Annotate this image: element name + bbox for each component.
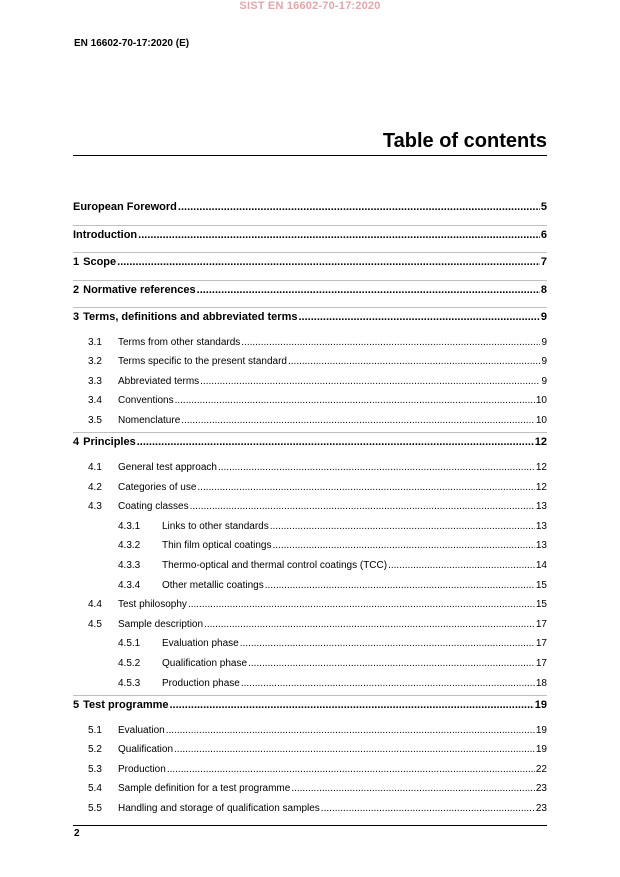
toc-dot-leader [174,742,535,757]
toc-entry-page: 5 [540,201,547,213]
toc-entry-page: 19 [535,724,547,736]
toc-entry-page: 9 [541,336,547,348]
toc-dot-leader [181,413,535,428]
toc-entry-page: 19 [535,744,547,756]
toc-entry-label: Thin film optical coatings [162,540,272,552]
toc-entry-label: Evaluation phase [162,638,239,650]
toc-entry-level-1[interactable] [73,695,547,723]
toc-dot-leader [200,374,540,389]
toc-entry-number: 3.4 [88,395,102,407]
toc-entry-number: 5.4 [88,783,102,795]
toc-entry-level-1[interactable] [73,252,547,280]
page-title: Table of contents [382,130,547,152]
toc-dot-leader [167,762,535,777]
toc-entry-label: Production [118,763,166,775]
toc-entry-page: 10 [535,395,547,407]
toc-entry-number: 4.3.4 [118,579,141,591]
toc-entry-label: Categories of use [118,481,197,493]
toc-dot-leader [188,597,535,612]
toc-entry-number: 4.1 [88,461,102,473]
toc-entry-number: 4.5.1 [118,638,141,650]
toc-entry-page: 14 [535,559,547,571]
toc-entry-number: 2 [73,283,80,296]
toc-entry-number: 4.3 [88,501,102,513]
toc-dot-leader [388,558,535,573]
toc-dot-leader [321,801,535,816]
toc-entry-number: 5.3 [88,763,102,775]
watermark: SIST EN 16602-70-17:2020 [239,0,381,12]
toc-dot-leader [166,723,535,738]
toc-entry-level-2[interactable] [73,335,547,355]
toc-entry-number: 3.1 [88,336,102,348]
toc-entry-level-2[interactable] [73,762,547,782]
toc-dot-leader [170,696,534,714]
toc-entry-level-3[interactable] [73,519,547,539]
toc-entry-number: 4.2 [88,481,102,493]
toc-entry-label: Principles [83,436,136,449]
toc-entry-number: 4.4 [88,599,102,611]
toc-entry-level-1[interactable] [73,280,547,308]
toc-entry-page: 9 [541,356,547,368]
toc-entry-label: Abbreviated terms [118,375,200,387]
toc-entry-level-2[interactable] [73,480,547,500]
toc-entry-number: 4.3.3 [118,559,141,571]
page-number: 2 [74,828,80,839]
toc-dot-leader [137,433,534,451]
toc-dot-leader [190,499,535,514]
toc-dot-leader [175,393,535,408]
toc-dot-leader [298,308,539,326]
toc-entry-page: 23 [535,783,547,795]
toc-dot-leader [241,676,535,691]
toc-entry-number: 5.5 [88,802,102,814]
toc-entry-level-1[interactable] [73,198,547,225]
toc-entry-number: 4.3.1 [118,520,141,532]
toc-dot-leader [204,617,535,632]
toc-entry-label: Nomenclature [118,414,181,426]
toc-entry-page: 13 [535,540,547,552]
toc-entry-number: 4.3.2 [118,540,141,552]
toc-entry-page: 10 [535,414,547,426]
toc-entry-level-2[interactable] [73,499,547,519]
toc-entry-label: Qualification phase [162,657,248,669]
toc-dot-leader [218,460,535,475]
toc-entry-level-1[interactable] [73,225,547,253]
toc-entry-level-2[interactable] [73,460,547,480]
toc-entry-number: 4.5.2 [118,657,141,669]
toc-entry-number: 3 [73,311,80,323]
title-divider [73,155,547,156]
toc-entry-level-2[interactable] [73,723,547,743]
toc-entry-label: Terms specific to the present standard [118,356,287,368]
toc-entry-label: Thermo-optical and thermal control coatings (TCC) [162,559,388,571]
footer-divider [73,825,547,826]
toc-entry-level-2[interactable] [73,597,547,617]
toc-entry-page: 18 [535,677,547,689]
toc-dot-leader [265,578,535,593]
document-id: EN 16602-70-17:2020 (E) [74,38,190,49]
toc-dot-leader [248,656,535,671]
toc-entry-label: Normative references [83,283,196,296]
toc-entry-page: 17 [535,657,547,669]
toc-entry-level-2[interactable] [73,801,547,821]
toc-entry-page: 9 [540,311,547,323]
toc-entry-page: 8 [540,283,547,296]
toc-entry-label: Coating classes [118,501,189,513]
toc-entry-number: 5.1 [88,724,102,736]
toc-entry-label: Other metallic coatings [162,579,264,591]
toc-entry-level-3[interactable] [73,676,547,696]
toc-entry-page: 13 [535,520,547,532]
toc-entry-level-2[interactable] [73,393,547,413]
toc-entry-label: Introduction [73,228,138,241]
toc-entry-level-2[interactable] [73,374,547,394]
toc-dot-leader [288,354,540,369]
toc-entry-number: 3.3 [88,375,102,387]
toc-dot-leader [270,519,535,534]
toc-entry-page: 13 [535,501,547,513]
toc-entry-level-1[interactable] [73,432,547,460]
toc-entry-page: 23 [535,802,547,814]
toc-entry-level-1[interactable] [73,307,547,335]
toc-entry-label: Sample description [118,618,204,630]
toc-entry-page: 12 [535,481,547,493]
toc-entry-level-2[interactable] [73,413,547,433]
toc-entry-label: Qualification [118,744,174,756]
toc-entry-level-2[interactable] [73,781,547,801]
toc-entry-number: 4.5.3 [118,677,141,689]
toc-entry-label: Test philosophy [118,599,187,611]
toc-entry-page: 7 [540,256,547,268]
toc-entry-level-2[interactable] [73,354,547,374]
toc-entry-page: 22 [535,763,547,775]
toc-entry-number: 3.5 [88,414,102,426]
toc-entry-number: 4.5 [88,618,102,630]
toc-entry-label: Test programme [83,699,169,712]
toc-entry-level-3[interactable] [73,538,547,558]
toc-entry-label: Terms, definitions and abbreviated terms [83,311,298,323]
toc-entry-level-3[interactable] [73,656,547,676]
toc-entry-label: Evaluation [118,724,165,736]
toc-dot-leader [117,253,540,271]
toc-entry-level-3[interactable] [73,636,547,656]
toc-entry-label: Links to other standards [162,520,269,532]
toc-entry-label: Conventions [118,395,174,407]
toc-dot-leader [197,480,534,495]
toc-dot-leader [291,781,535,796]
toc-entry-number: 4 [73,436,80,449]
toc-dot-leader [241,335,540,350]
toc-entry-label: General test approach [118,461,217,473]
table-of-contents [73,198,547,821]
toc-entry-label: Sample definition for a test programme [118,783,291,795]
toc-entry-page: 12 [534,436,547,449]
toc-entry-page: 19 [534,699,547,712]
toc-entry-label: Terms from other standards [118,336,241,348]
toc-entry-level-2[interactable] [73,742,547,762]
toc-entry-page: 9 [541,375,547,387]
toc-entry-page: 17 [535,618,547,630]
toc-entry-level-3[interactable] [73,558,547,578]
toc-dot-leader [240,636,535,651]
toc-entry-page: 15 [535,599,547,611]
toc-entry-page: 15 [535,579,547,591]
toc-dot-leader [273,538,535,553]
toc-entry-number: 1 [73,256,80,268]
toc-entry-page: 12 [535,461,547,473]
toc-entry-level-2[interactable] [73,617,547,637]
toc-entry-label: European Foreword [73,201,177,213]
toc-entry-page: 17 [535,638,547,650]
toc-entry-level-3[interactable] [73,578,547,598]
toc-dot-leader [178,198,540,216]
toc-entry-label: Scope [83,256,117,268]
toc-entry-label: Handling and storage of qualification samples [118,802,320,814]
toc-entry-number: 5.2 [88,744,102,756]
toc-entry-label: Production phase [162,677,240,689]
toc-dot-leader [138,226,540,244]
toc-dot-leader [197,281,540,299]
toc-entry-page: 6 [540,228,547,241]
toc-entry-number: 3.2 [88,356,102,368]
toc-entry-number: 5 [73,699,80,712]
